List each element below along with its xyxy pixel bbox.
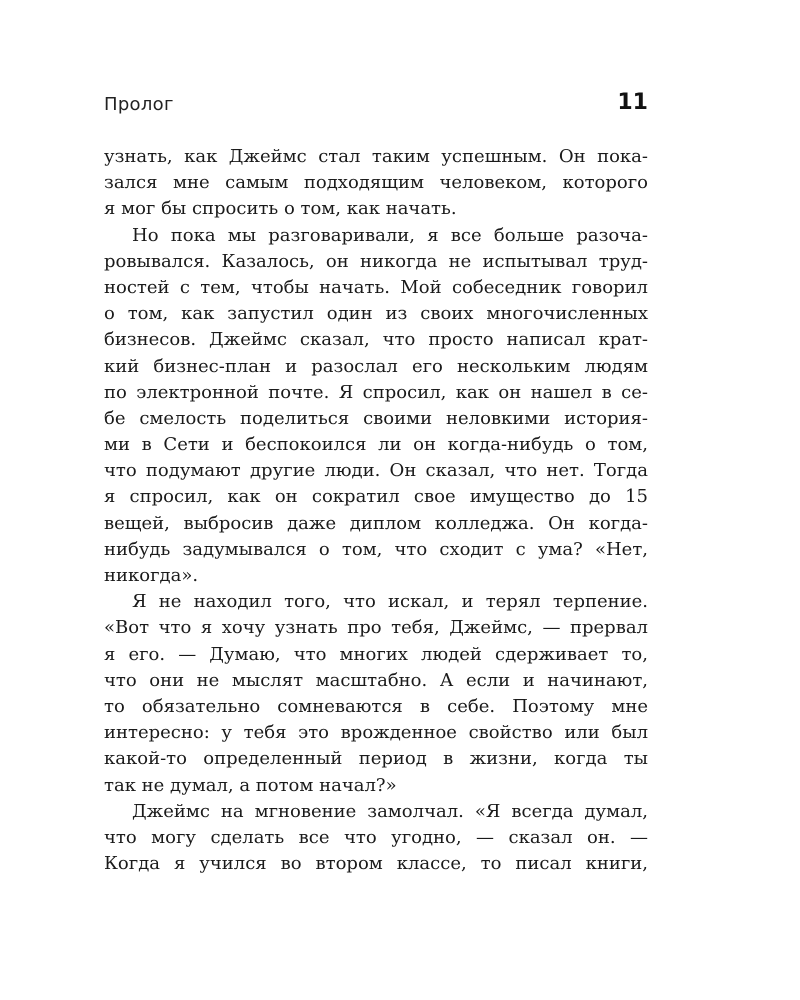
paragraph [104,589,648,799]
running-header [104,90,648,126]
text-line: ровывался. Казалось, он никогда не испытывал труд- [104,250,648,272]
text-line: я спросил, как он сократил свое имущество до 15 [104,486,648,508]
text-line: вещей, выбросив даже диплом колледжа. Он когда- [104,512,648,534]
section-title: Пролог [104,94,174,115]
text-line: о том, как запустил один из своих многочисленных [104,303,648,325]
text-line: какой-то определенный период в жизни, когда ты [104,748,648,770]
text-line: то обязательно сомневаются в себе. Поэтому мне [104,695,648,717]
paragraph [104,223,648,590]
text-line: что могу сделать все что угодно, — сказал он. — [104,826,648,848]
text-line: нибудь задумывался о том, что сходит с ума? «Нет, [104,538,648,560]
text-line: никогда». [104,565,199,586]
text-line: так не думал, а потом начал?» [104,774,397,796]
text-line: кий бизнес-план и разослал его нескольким людям [104,355,648,377]
page-number: 11 [617,90,648,115]
text-line: Джеймс на мгновение замолчал. «Я всегда думал, [132,800,648,822]
paragraph [104,799,648,878]
body-text [104,144,648,877]
text-line: ностей с тем, чтобы начать. Мой собеседник говорил [104,276,648,298]
text-line: ми в Сети и беспокоился ли он когда-нибудь о том, [104,434,648,456]
text-line: я его. — Думаю, что многих людей сдерживает то, [104,643,648,665]
text-line: интересно: у тебя это врожденное свойство или был [104,722,648,744]
text-line: Но пока мы разговаривали, я все больше разоча- [132,224,648,246]
text-line: узнать, как Джеймс стал таким успешным. Он пока- [104,146,648,167]
text-line: бизнесов. Джеймс сказал, что просто написал крат- [104,329,648,351]
text-line: по электронной почте. Я спросил, как он нашел в се- [104,381,648,403]
text-line: Я не находил того, что искал, и терял терпение. [132,591,648,613]
text-line: «Вот что я хочу узнать про тебя, Джеймс, — прервал [104,617,648,639]
paragraph [104,144,648,223]
text-line: что они не мыслят масштабно. А если и начинают, [104,669,648,691]
text-line: я мог бы спросить о том, как начать. [104,198,457,220]
text-line: зался мне самым подходящим человеком, которого [104,172,648,194]
text-line: бе смелость поделиться своими неловкими история- [104,407,648,429]
text-line: что подумают другие люди. Он сказал, что нет. Тогда [104,460,648,482]
text-line: Когда я учился во втором классе, то писал книги, [104,853,648,875]
